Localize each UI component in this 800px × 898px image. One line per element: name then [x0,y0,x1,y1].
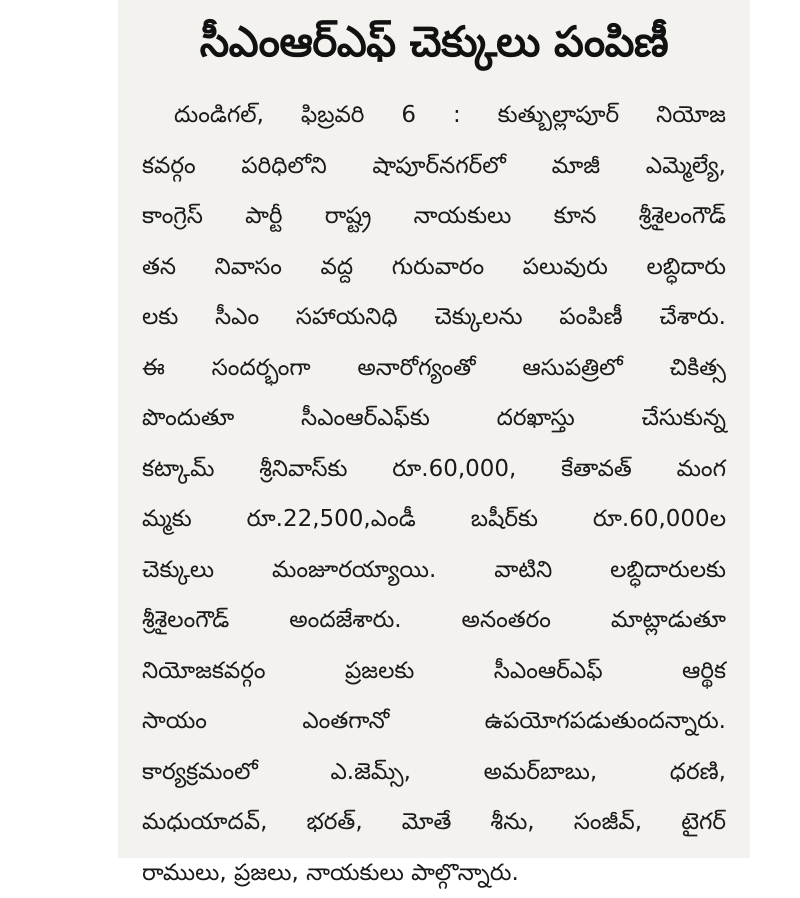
article-headline: సీఎంఆర్ఎఫ్ చెక్కులు పంపిణీ [118,14,750,70]
body-line: సాయం ఎంతగానో ఉపయోగపడుతుందన్నారు. [142,696,726,747]
body-line: లకు సీఎం సహాయనిధి చెక్కులను పంపిణీ చేశారు. [142,292,726,343]
body-line: చెక్కులు మంజూరయ్యాయి. వాటిని లబ్ధిదారులకు [142,545,726,596]
body-line: రాములు, ప్రజలు, నాయకులు పాల్గొన్నారు. [142,848,726,898]
body-line: ఈ సందర్భంగా అనారోగ్యంతో ఆసుపత్రిలో చికిత్స [142,343,726,394]
body-line: కవర్గం పరిధిలోని షాపూర్‌నగర్‌లో మాజీ ఎమ్మెల్యే, [142,141,726,192]
left-margin [0,0,118,858]
body-line: కార్యక్రమంలో ఎ.జెమ్స్, అమర్‌బాబు, ధరణి, [142,747,726,798]
right-margin [750,0,800,858]
newspaper-clipping [118,0,750,858]
body-line: శ్రీశైలంగౌడ్ అందజేశారు. అనంతరం మాట్లాడుతూ [142,595,726,646]
body-line: తన నివాసం వద్ద గురువారం పలువురు లబ్ధిదారు [142,242,726,293]
body-line: మధుయాదవ్, భరత్, మోతే శీను, సంజీవ్, టైగర్ [142,797,726,848]
body-line: కట్కామ్ శ్రీనివాస్‌కు రూ.60,000, కేతావత్ మంగ [142,444,726,495]
body-line: నియోజకవర్గం ప్రజలకు సీఎంఆర్ఎఫ్ ఆర్థిక [142,646,726,697]
article-body [142,90,726,898]
body-line: కాంగ్రెస్ పార్టీ రాష్ట్ర నాయకులు కూన శ్రీశైలంగౌడ్ [142,191,726,242]
body-line: పొందుతూ సీఎంఆర్ఎఫ్‌కు దరఖాస్తు చేసుకున్న [142,393,726,444]
body-line: మ్మకు రూ.22,500,ఎండీ బషీర్‌కు రూ.60,000ల [142,494,726,545]
body-line: దుండిగల్, ఫిబ్రవరి 6 : కుత్బుల్లాపూర్ నియోజ [142,90,726,141]
